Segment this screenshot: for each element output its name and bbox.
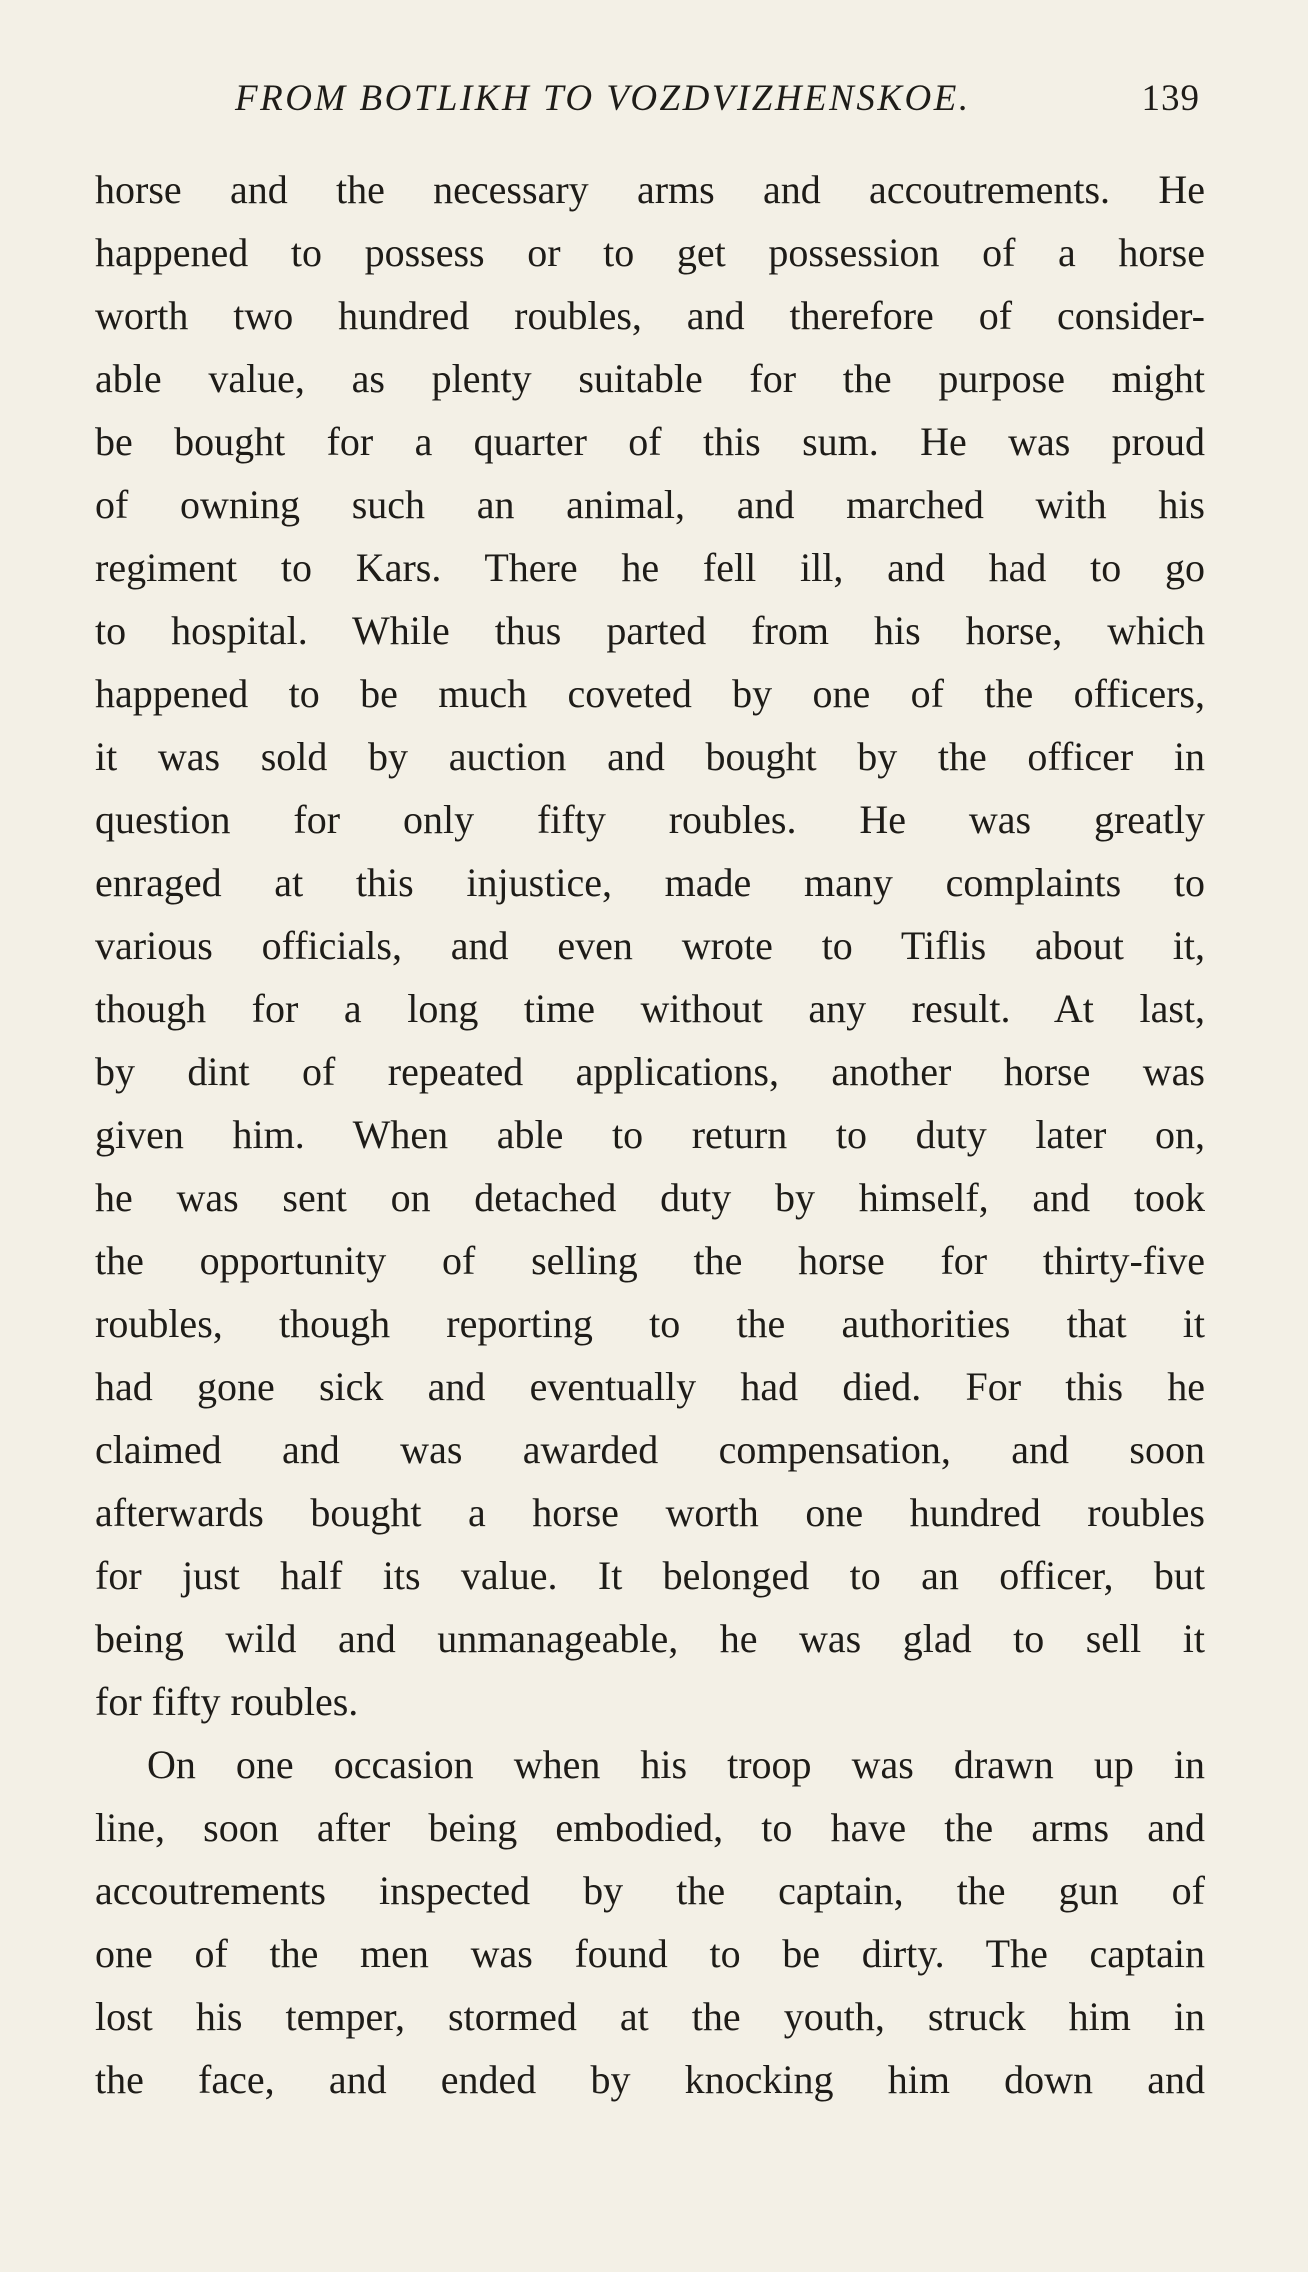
text-line: it was sold by auction and bought by the officer in <box>95 734 1205 779</box>
text-line: various officials, and even wrote to Tiflis about it, <box>95 923 1205 968</box>
text-line: lost his temper, stormed at the youth, struck him in <box>95 1994 1205 2039</box>
text-line: of owning such an animal, and marched with his <box>95 482 1205 527</box>
text-line: able value, as plenty suitable for the purpose might <box>95 356 1205 401</box>
text-line: regiment to Kars. There he fell ill, and had to go <box>95 545 1205 590</box>
text-line: worth two hundred roubles, and therefore of consider- <box>95 293 1205 338</box>
text-line: be bought for a quarter of this sum. He was proud <box>95 419 1205 464</box>
text-line: enraged at this injustice, made many complaints to <box>95 860 1205 905</box>
text-line: being wild and unmanageable, he was glad to sell it <box>95 1616 1205 1661</box>
text-line: question for only fifty roubles. He was greatly <box>95 797 1205 842</box>
running-title: FROM BOTLIKH TO VOZDVIZHENSKOE. <box>235 78 971 119</box>
text-line: the face, and ended by knocking him down and <box>95 2057 1205 2102</box>
text-line: had gone sick and eventually had died. For this he <box>95 1364 1205 1409</box>
paragraph-2 <box>95 1733 1205 2111</box>
text-line: by dint of repeated applications, another horse was <box>95 1049 1205 1094</box>
text-line: happened to be much coveted by one of the officers, <box>95 671 1205 716</box>
text-line: the opportunity of selling the horse for thirty-five <box>95 1238 1205 1283</box>
text-line: line, soon after being embodied, to have the arms and <box>95 1805 1205 1850</box>
text-line: On one occasion when his troop was drawn up in <box>147 1742 1205 1787</box>
text-line: though for a long time without any result. At last, <box>95 986 1205 1031</box>
text-line: accoutrements inspected by the captain, the gun of <box>95 1868 1205 1913</box>
text-line: given him. When able to return to duty later on, <box>95 1112 1205 1157</box>
text-line: horse and the necessary arms and accoutrements. He <box>95 167 1205 212</box>
text-line: for fifty roubles. <box>95 1679 359 1724</box>
page-number: 139 <box>1141 78 1200 119</box>
text-line: claimed and was awarded compensation, and soon <box>95 1427 1205 1472</box>
text-line: roubles, though reporting to the authorities that it <box>95 1301 1205 1346</box>
body-text <box>95 158 1205 2111</box>
text-line: one of the men was found to be dirty. The captain <box>95 1931 1205 1976</box>
text-line: for just half its value. It belonged to an officer, but <box>95 1553 1205 1598</box>
running-head <box>95 74 1200 124</box>
text-line: to hospital. While thus parted from his horse, which <box>95 608 1205 653</box>
text-line: happened to possess or to get possession of a horse <box>95 230 1205 275</box>
text-line: afterwards bought a horse worth one hundred roubles <box>95 1490 1205 1535</box>
text-line: he was sent on detached duty by himself, and took <box>95 1175 1205 1220</box>
paragraph-1 <box>95 158 1205 1733</box>
